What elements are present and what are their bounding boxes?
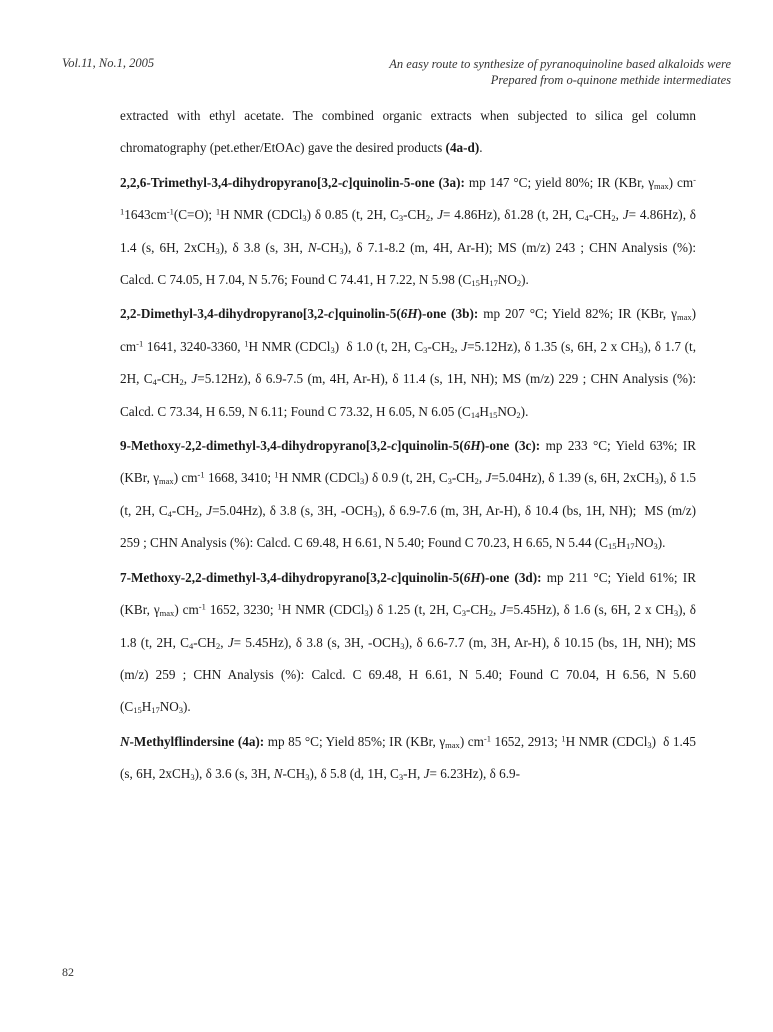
- running-header-volume: Vol.11, No.1, 2005: [62, 56, 155, 70]
- page-number: 82: [62, 965, 74, 979]
- compound-entry-3a: 2,2,6-Trimethyl-3,4-dihydropyrano[3,2-c]quinolin-5-one (3a): mp 147 °C; yield 80%; IR (KBr, $\gamma_{max}$) $cm^{-1}1643cm^{-1}(C=O)$; $^1$H NMR (CDCl$_3$) δ 0.85 (t, 2H, $C_3-CH_2$, J= 4.86Hz), δ1.28 (t, 2H, $C_4-CH_2$, J= 4.86Hz), δ 1.4 (s, 6H, 2xCH$_3$), δ 3.8 (s, 3H, $N-CH_3$), δ 7.1-8.2 (m, 4H, Ar-H); MS (m/z) 243 ; CHN Analysis (%): Calcd. C 74.05, H 7.04, N 5.76; Found C 74.41, H 7.22, N 5.98 $(C_{15}H_{17}NO_2)$.: [120, 174, 697, 289]
- compound-entry-3d: 7-Methoxy-2,2-dimethyl-3,4-dihydropyrano[3,2-c]quinolin-5(6H)-one (3d): mp 211 °C; Yield 61%; IR (KBr, $\gamma_{max}$) $cm^{-1}$ 1652, 3230; $^1$H NMR (CDCl$_3$) δ 1.25 (t, 2H, $C_3-CH_2$, J=5.45Hz), δ 1.6 (s, 6H, 2 x $CH_3$), δ 1.8 (t, 2H, $C_4-CH_2$, J= 5.45Hz), δ 3.8 (s, 3H, $-OCH_3$), δ 6.6-7.7 (m, 3H, Ar-H), δ 10.15 (bs, 1H, NH); MS (m/z) 259 ; CHN Analysis (%): Calcd. C 69.48, H 6.61, N 5.40; Found C 70.04, H 6.56, N 5.60 $(C_{15}H_{17}NO_3)$.: [120, 569, 697, 716]
- compound-entry-4a: N-Methylflindersine (4a): mp 85 °C; Yield 85%; IR (KBr, $\gamma_{max}$) $cm^{-1}$ 1652, 2913; $^1$H NMR (CDCl$_3$) δ 1.45 (s, 6H, 2xCH$_3$), δ 3.6 (s, 3H, $N-CH_3$), δ 5.8 (d, 1H, $C_3-H$, J= 6.23Hz), δ 6.9-: [120, 733, 696, 783]
- compound-entry-3b: 2,2-Dimethyl-3,4-dihydropyrano[3,2-c]quinolin-5(6H)-one (3b): mp 207 °C; Yield 82%; IR (KBr, $\gamma_{max}$) $cm^{-1}$ 1641, 3240-3360, $^1$H NMR (CDCl$_3$) δ 1.0 (t, 2H, $C_3-CH_2$, J=5.12Hz), δ 1.35 (s, 6H, 2 x $CH_3$), δ 1.7 (t, 2H, $C_4-CH_2$, J=5.12Hz), δ 6.9-7.5 (m, 4H, Ar-H), δ 11.4 (s, 1H, NH); MS (m/z) 229 ; CHN Analysis (%): Calcd. C 73.34, H 6.59, N 6.11; Found C 73.32, H 6.05, N 6.05 $(C_{14}H_{15}NO_2)$.: [120, 306, 697, 420]
- compound-entry-3c: 9-Methoxy-2,2-dimethyl-3,4-dihydropyrano[3,2-c]quinolin-5(6H)-one (3c): mp 233 °C; Yield 63%; IR (KBr, $\gamma_{max}$) $cm^{-1}$ 1668, 3410; $^1$H NMR (CDCl$_3$) δ 0.9 (t, 2H, $C_3-CH_2$, J=5.04Hz), δ 1.39 (s, 6H, 2xCH$_3$), δ 1.5 (t, 2H, $C_4-CH_2$, J=5.04Hz), δ 3.8 (s, 3H, $-OCH_3$), δ 6.9-7.6 (m, 3H, Ar-H), δ 10.4 (bs, 1H, NH); MS (m/z) 259 ; CHN Analysis (%): Calcd. C 69.48, H 6.61, N 5.40; Found C 70.23, H 6.65, N 5.44 $(C_{15}H_{17}NO_3)$.: [120, 438, 697, 552]
- paragraph-workup: extracted with ethyl acetate. The combined organic extracts when subjected to silica gel column chromatography (pet.ether/EtOAc) gave the desired products (4a-d).: [120, 108, 696, 156]
- running-header-title-line2: Prepared from o-quinone methide intermediates: [490, 73, 731, 87]
- running-header-title: [389, 56, 731, 88]
- article-body: [120, 100, 696, 793]
- running-header-title-line1: An easy route to synthesize of pyranoquinoline based alkaloids were: [389, 57, 731, 71]
